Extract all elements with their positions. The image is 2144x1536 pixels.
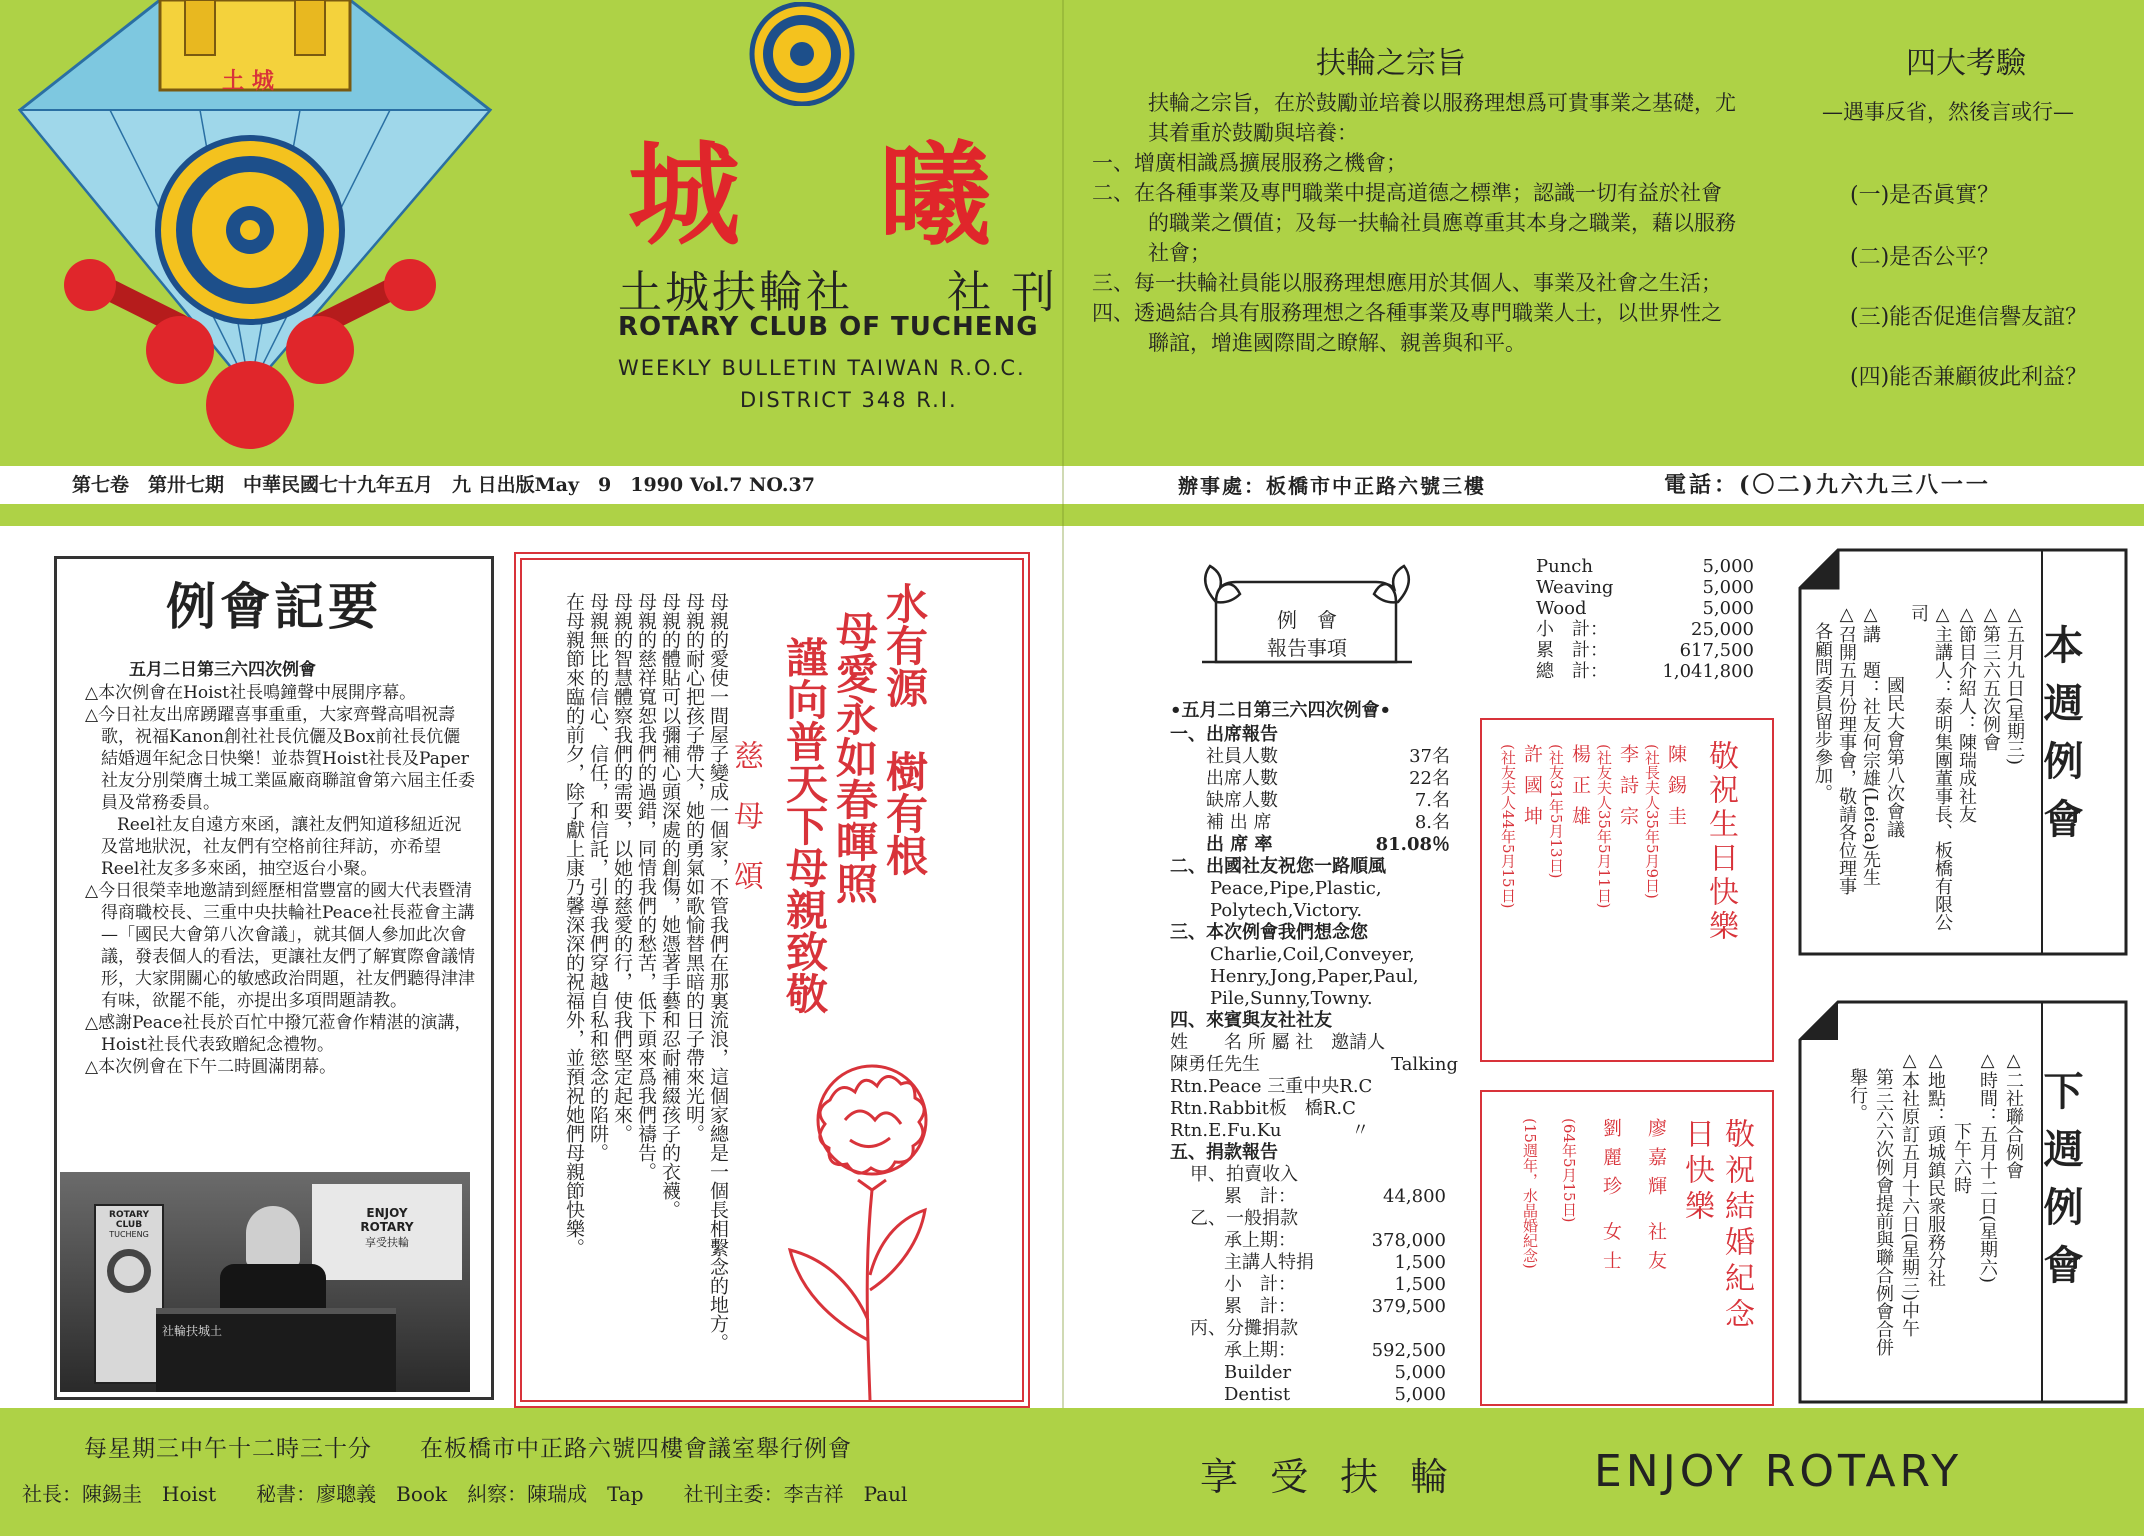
donation-value: 25,000 <box>1691 619 1754 640</box>
birthday-person <box>1642 744 1690 1044</box>
guest-club: 三重中央R.C <box>1267 1076 1373 1097</box>
next-week-line: 下午六時 <box>1951 1050 1972 1194</box>
report-s2b: Polytech,Victory. <box>1210 900 1363 921</box>
this-week-line: 國民大會第八次會議 <box>1884 604 1905 838</box>
office-address: 辦事處：板橋市中正路六號三樓 <box>1178 474 1486 498</box>
four-way-test-title: 四大考驗 <box>1906 46 2026 81</box>
attendance-value: 22名 <box>1409 768 1450 789</box>
anniversary-title: 敬祝結婚紀念日快樂 <box>1679 1118 1754 1334</box>
attendance-table <box>1170 746 1458 856</box>
footer-officers: 社長：陳錫圭 Hoist 秘書：廖聰義 Book 糾察：陳瑞成 Tap 社刊主委：李吉祥 Paul <box>22 1482 908 1506</box>
donation-label: Weaving <box>1536 577 1614 598</box>
birthday-person <box>1546 744 1594 1044</box>
donation-row <box>1170 1362 1458 1384</box>
attendance-row <box>1206 812 1450 834</box>
report-s5: 五、捐款報告 <box>1170 1142 1278 1163</box>
donation-label: 承上期： <box>1224 1230 1296 1251</box>
mothers-day-para: 母親的愛使一間屋子變成一個家，不管我們在那裏流浪，這個家總是一個長相繫念的地方。 <box>707 592 729 1352</box>
four-way-test-2: (二)是否公平？ <box>1850 245 2000 270</box>
donation-row <box>1536 640 1754 661</box>
guest-name: Rtn.Rabbit <box>1170 1098 1269 1119</box>
photo-poster-line2: ROTARY <box>360 1220 414 1234</box>
logo-text: 土 城 <box>222 68 274 94</box>
donation-value: 378,000 <box>1371 1230 1446 1251</box>
minutes-para: △本次例會在Hoist社長鳴鐘聲中展開序幕。 <box>85 683 417 703</box>
donation-row <box>1170 1274 1458 1296</box>
report-s4: 四、來賓與友社社友 <box>1170 1010 1332 1031</box>
report-s2: 二、出國社友祝您一路順風 <box>1170 856 1386 877</box>
objects-item-1: 一、增廣相識爲擴展服務之機會； <box>1092 151 1407 175</box>
donation-row <box>1536 556 1754 577</box>
objects-items <box>1092 148 1740 358</box>
photo-speaker <box>246 1206 300 1266</box>
attendance-label: 出 席 率 <box>1206 834 1273 855</box>
minutes-body <box>57 682 491 1078</box>
attendance-row <box>1206 834 1450 856</box>
objects-item-4: 四、透過結合具有服務理想之各種事業及專門職業人士，以世界性之聯誼，增進國際間之瞭解、親善與和平。 <box>1092 301 1722 355</box>
anniversary-note: (15週年，水晶婚紀念) <box>1521 1118 1539 1269</box>
birthday-name: 楊正雄 <box>1569 744 1591 837</box>
this-week-line: △五月九日(星期三) <box>2004 604 2025 766</box>
page-fold <box>1062 0 1064 1536</box>
report-section <box>1170 700 1458 1406</box>
donation-c: 丙、分攤捐款 <box>1190 1318 1298 1339</box>
anniversary-person <box>1643 1118 1670 1388</box>
photo-banner <box>94 1204 164 1384</box>
carnation-illustration <box>760 1040 980 1400</box>
attendance-value: 8.名 <box>1414 812 1450 833</box>
attendance-row <box>1206 790 1450 812</box>
anniversary-role: 社友 <box>1645 1221 1667 1280</box>
attendance-label: 社員人數 <box>1206 746 1278 767</box>
mothers-day-para: 母親的耐心把孩子帶大，她的勇氣如歌愉替黑暗的日子帶來光明。 <box>683 592 705 1143</box>
this-week-title: 本週例會 <box>2037 624 2084 856</box>
next-week-line: 第三六六次例會提前與聯合例會合併 <box>1873 1050 1894 1356</box>
objects-intro: 扶輪之宗旨，在於鼓勵並培養以服務理想爲可貴事業之基礎，尤其着重於鼓勵與培養： <box>1148 91 1736 145</box>
mothers-day-para: 母親無比的信心、信任，和信託，引導我們穿越自私和慾念的陷阱。 <box>587 592 609 1162</box>
report-badge-line2: 報告事項 <box>1267 636 1347 660</box>
guest-row <box>1170 1120 1458 1142</box>
donation-value: 1,500 <box>1394 1274 1446 1295</box>
donation-value: 44,800 <box>1383 1186 1446 1207</box>
donation-value: 617,500 <box>1679 640 1754 661</box>
donation-row <box>1170 1230 1458 1252</box>
donation-value: 5,000 <box>1394 1384 1446 1405</box>
donation-continuation <box>1536 556 1754 682</box>
photo-poster <box>312 1184 462 1280</box>
mothers-day-body <box>530 592 730 1372</box>
attendance-value: 37名 <box>1409 746 1450 767</box>
donation-value: 5,000 <box>1702 556 1754 577</box>
minutes-title: 例會記要 <box>166 577 382 636</box>
donation-label: Dentist <box>1224 1384 1291 1405</box>
donation-row <box>1170 1384 1458 1406</box>
donation-row <box>1536 577 1754 598</box>
donation-b: 乙、一般捐款 <box>1190 1208 1298 1229</box>
photo-poster-line1: ENJOY <box>366 1206 408 1220</box>
guest-row <box>1170 1076 1458 1098</box>
guest-name: 陳勇任先生 <box>1170 1054 1260 1075</box>
attendance-row <box>1206 768 1450 790</box>
masthead-subtitle: 土城扶輪社 社 刊 <box>618 267 1058 318</box>
birthday-title: 敬祝生日快樂 <box>1703 740 1738 944</box>
report-s3c: Pile,Sunny,Towny. <box>1210 988 1373 1009</box>
donation-row <box>1536 619 1754 640</box>
this-week-line: △主講人：泰明集團董事長、板橋有限公司 <box>1908 604 1953 931</box>
meeting-photo <box>60 1172 470 1392</box>
donation-row <box>1536 598 1754 619</box>
donation-row <box>1170 1340 1458 1362</box>
attendance-row <box>1206 746 1450 768</box>
mothers-day-head3: 謹向普天下母親致敬 <box>780 636 829 1014</box>
photo-banner-text: ROTARY CLUB <box>109 1210 149 1230</box>
next-week-line: 舉行。 <box>1847 1050 1868 1122</box>
anniversary-name: 劉麗珍 <box>1600 1118 1622 1205</box>
objects-title: 扶輪之宗旨 <box>1316 46 1466 81</box>
donation-label: Wood <box>1536 598 1587 619</box>
report-s3: 三、本次例會我們想念您 <box>1170 922 1368 943</box>
next-week-line: △本社原訂五月十六日(星期三)中午 <box>1899 1050 1920 1338</box>
next-week-details <box>1830 1050 2026 1380</box>
attendance-value: 7.名 <box>1414 790 1450 811</box>
donation-row <box>1170 1186 1458 1208</box>
report-date: •五月二日第三六四次例會• <box>1170 700 1392 721</box>
club-name-en: ROTARY CLUB OF TUCHENG <box>618 312 1039 342</box>
anniversary-list <box>1520 1118 1670 1388</box>
photo-banner-wheel-icon <box>107 1249 151 1293</box>
birthday-name: 陳錫圭 <box>1665 744 1687 837</box>
minutes-para: △感謝Peace社長於百忙中撥冗蒞會作精湛的演講，Hoist社長代表致贈紀念禮物。 <box>85 1013 472 1055</box>
anniversary-role: 女士 <box>1600 1221 1622 1280</box>
infobar-top-stripe <box>0 460 2144 466</box>
anniversary-date: (64年5月15日) <box>1560 1118 1578 1223</box>
birthday-name: 許國坤 <box>1521 744 1543 837</box>
report-s3a: Charlie,Coil,Conveyer, <box>1210 944 1415 965</box>
attendance-label: 缺席人數 <box>1206 790 1278 811</box>
donation-value: 5,000 <box>1702 598 1754 619</box>
four-way-test-3: (三)能否促進信譽友誼？ <box>1850 305 2088 330</box>
guest-name: Rtn.E.Fu.Ku <box>1170 1120 1282 1141</box>
donation-value: 5,000 <box>1702 577 1754 598</box>
this-week-line: 各顧問委員留步參加。 <box>1812 604 1833 802</box>
anniversary-name: 廖嘉輝 <box>1645 1118 1667 1205</box>
donation-value: 379,500 <box>1371 1296 1446 1317</box>
attendance-value: 81.08％ <box>1375 834 1450 855</box>
birthday-note: (社友31年5月13日) <box>1547 744 1565 879</box>
donation-label: 累 計： <box>1536 640 1608 661</box>
four-way-test-1: (一)是否眞實？ <box>1850 183 2000 208</box>
report-s2a: Peace,Pipe,Plastic, <box>1210 878 1382 899</box>
guest-row <box>1170 1098 1458 1120</box>
rotary-wheel-icon <box>738 2 866 106</box>
phone-number: 電話：(〇二)九六九三八一一 <box>1664 472 1991 498</box>
birthday-note: (社友夫人35年5月11日) <box>1595 744 1613 909</box>
mothers-day-head1: 水有源 樹有根 <box>880 582 929 876</box>
photo-banner-text2: TUCHENG <box>109 1230 149 1239</box>
mothers-day-para: 母親的體貼可以彌補心頭深處的創傷，她憑著手藝和忍耐補綴孩子的衣襪。 <box>659 592 681 1219</box>
attendance-label: 出席人數 <box>1206 768 1278 789</box>
footer-meeting-info: 每星期三中午十二時三十分 在板橋市中正路六號四樓會議室舉行例會 <box>84 1436 852 1462</box>
mothers-day-head2: 母愛永如春暉照 <box>830 610 879 904</box>
objects-item-3: 三、每一扶輪社員能以服務理想應用於其個人、事業及社會之生活； <box>1092 271 1722 295</box>
four-way-test-4: (四)能否兼顧彼此利益？ <box>1850 365 2088 390</box>
minutes-para: Reel社友自遠方來函，讓社友們知道移紐近況及當地狀況，社友們有空格前往拜訪，亦希望Reel社友多多來函，抽空返台小聚。 <box>101 815 462 879</box>
minutes-date: 五月二日第三六四次例會 <box>129 660 316 680</box>
donation-label: Builder <box>1224 1362 1292 1383</box>
issue-info: 第七卷 第卅七期 中華民國七十九年五月 九 日出版May 9 1990 Vol.7 NO.37 <box>72 474 815 496</box>
next-week-line: △二社聯合例會 <box>2003 1050 2024 1179</box>
birthday-name: 李詩宗 <box>1617 744 1639 837</box>
donation-label: 累 計： <box>1224 1296 1296 1317</box>
guest-row <box>1170 1054 1458 1076</box>
footer-enjoy-cn: 享 受 扶 輪 <box>1200 1455 1459 1499</box>
birthday-person <box>1498 744 1546 1044</box>
donation-label: 主講人特捐 <box>1224 1252 1314 1273</box>
footer-enjoy-en: ENJOY ROTARY <box>1594 1446 1963 1497</box>
mothers-day-para: 母親的智慧體察我們的需要，以她的慈愛的行，使我們堅定起來。 <box>611 592 633 1143</box>
mothers-day-para: 在母親節來臨的前夕，除了獻上康乃馨深深的祝福外，並預祝她們母親節快樂。 <box>563 592 585 1257</box>
donation-a: 甲、拍賣收入 <box>1190 1164 1298 1185</box>
next-week-line: △時間：五月十二日(星期六) <box>1977 1050 1998 1284</box>
minutes-para: △本次例會在下午二時圓滿閉幕。 <box>85 1057 337 1077</box>
donation-value: 592,500 <box>1371 1340 1446 1361</box>
this-week-line: △講 題：社友何宗雄(Leica)先生 <box>1860 604 1881 887</box>
guest-header: 姓 名 所 屬 社 邀請人 <box>1170 1032 1386 1053</box>
this-week-line: △第三六五次例會 <box>1980 604 2001 751</box>
report-s3b: Henry,Jong,Paper,Paul, <box>1210 966 1419 987</box>
donation-value: 5,000 <box>1394 1362 1446 1383</box>
district-line: DISTRICT 348 R.I. <box>740 388 958 412</box>
donation-label: 小 計： <box>1536 619 1608 640</box>
donation-label: 小 計： <box>1224 1274 1296 1295</box>
birthday-note: (社友夫人44年5月15日) <box>1499 744 1517 909</box>
guest-club: 〃 <box>1351 1120 1370 1141</box>
this-week-line: △節目介紹人：陳瑞成社友 <box>1956 604 1977 823</box>
minutes-para: △今日社友出席踴躍喜事重重，大家齊聲高唱祝壽歌，祝福Kanon創社社長伉儷及Box前社長伉儷結婚週年紀念日快樂！並恭賀Hoist社長及Paper社友分別榮膺土城工業區廠商聯誼會第六屆主任委員及常務委員。 <box>85 705 475 813</box>
anniversary-person <box>1598 1118 1625 1388</box>
four-way-test-sub: —遇事反省，然後言或行— <box>1822 100 2074 124</box>
report-badge-line1: 例 會 <box>1277 608 1337 632</box>
birthday-person <box>1594 744 1642 1044</box>
photo-podium <box>156 1308 396 1392</box>
photo-poster-line3: 享受扶輪 <box>365 1236 409 1249</box>
this-week-line: △召開五月份理事會，敬請各位理事 <box>1836 604 1857 895</box>
donation-row <box>1170 1296 1458 1318</box>
donation-label: 承上期： <box>1224 1340 1296 1361</box>
donation-label: 累 計： <box>1224 1186 1296 1207</box>
guest-club: 板 橋R.C <box>1268 1098 1356 1119</box>
next-week-title: 下週例會 <box>2037 1070 2084 1302</box>
report-s1: 一、出席報告 <box>1170 724 1278 745</box>
bulletin-line: WEEKLY BULLETIN TAIWAN R.O.C. <box>618 356 1026 380</box>
birthday-note: (社長夫人35年5月9日) <box>1643 744 1661 899</box>
donation-row <box>1170 1252 1458 1274</box>
mothers-day-para: 母親的慈祥寬恕我們的過錯，同情我們的愁苦，低下頭來爲我們禱告。 <box>635 592 657 1181</box>
objects-item-2: 二、在各種事業及專門職業中提高道德之標準；認識一切有益於社會的職業之價值；及每一扶輪社員應尊重其本身之職業，藉以服務社會； <box>1092 181 1736 265</box>
donation-row <box>1536 661 1754 682</box>
minutes-para: △今日很榮幸地邀請到經歷相當豐富的國大代表暨清得商職校長、三重中央扶輪社Peace社長蒞會主講—「國民大會第八次會議」，就其個人參加此次會議，發表個人的看法，更讓社友們了解實際會議情形，大家開關心的敏感政治問題，社友們聽得津津有味，欲罷不能，亦提出多項問題請教。 <box>85 881 475 1011</box>
next-week-line: △地點：頭城鎮民衆服務分社 <box>1925 1050 1946 1287</box>
donation-label: 總 計： <box>1536 661 1608 682</box>
donation-label: Punch <box>1536 556 1593 577</box>
guest-inviter: Talking <box>1391 1054 1458 1075</box>
photo-podium-text: 社輪扶城土 <box>162 1324 223 1338</box>
this-week-details <box>1812 604 2026 940</box>
infobar-bottom-stripe <box>0 504 2144 526</box>
donation-value: 1,500 <box>1394 1252 1446 1273</box>
guest-name: Rtn.Peace <box>1170 1076 1262 1097</box>
masthead-title: 城 曦 <box>628 130 1041 261</box>
mothers-day-poem-title: 慈 母 頌 <box>728 740 763 890</box>
donation-value: 1,041,800 <box>1662 661 1754 682</box>
attendance-label: 補 出 席 <box>1206 812 1272 833</box>
birthday-list <box>1499 744 1690 1044</box>
